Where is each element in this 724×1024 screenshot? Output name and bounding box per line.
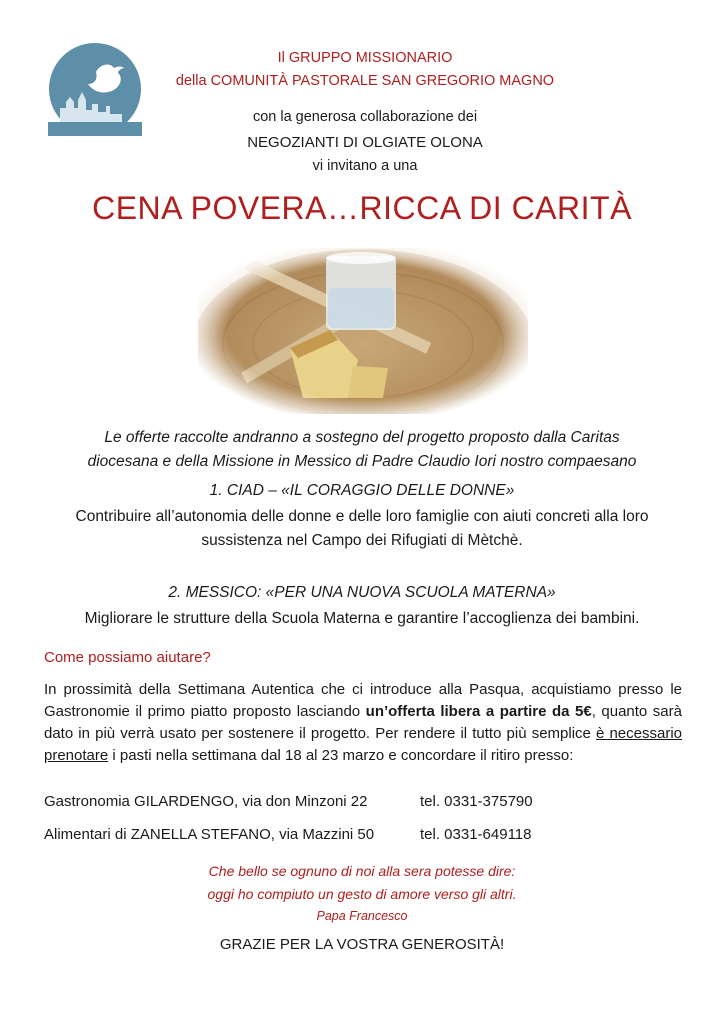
project1-line: sussistenza nel Campo dei Rifugiati di Mètchè. [201,532,523,549]
shop-phone: tel. 0331-375790 [420,793,533,810]
bread-cross-water-photo [198,248,528,414]
help-text-part: i pasti nella settimana dal 18 al 23 marzo e concordare il ritiro presso: [108,747,574,764]
shop-name: Alimentari di ZANELLA STEFANO, via Mazzini 50 [44,826,375,843]
collaboration-line: con la generosa collaborazione dei [252,109,478,125]
project1-text [30,505,694,553]
project1-title: 1. CIAD – «IL CORAGGIO DELLE DONNE» [209,482,515,499]
help-heading: Come possiamo aiutare? [44,649,211,666]
thanks-message: GRAZIE PER LA VOSTRA GENEROSITÀ! [219,936,505,953]
booking-required: è necessario prenotare [44,725,682,764]
quote-line: oggi ho compiuto un gesto di amore verso gli altri. [207,886,517,902]
invite-line: vi invitano a una [312,158,418,174]
help-text-part: , quanto sarà dato in più verrà usato per sostenere il progetto. Per rendere il tutto più semplice [44,703,682,742]
project2-title: 2. MESSICO: «PER UNA NUOVA SCUOLA MATERNA» [168,584,556,601]
intro-line: Le offerte raccolte andranno a sostegno del progetto proposto dalla Caritas [104,429,620,446]
project1-line: Contribuire all’autonomia delle donne e delle loro famiglie con aiuti concreti alla loro [75,508,649,525]
project2-text: Migliorare le strutture della Scuola Materna e garantire l’accoglienza dei bambini. [84,610,640,627]
community-logo [48,42,142,136]
event-title: CENA POVERA…RICCA DI CARITÀ [92,190,632,226]
intro-line: diocesana e della Missione in Messico di Padre Claudio Iori nostro compaesano [87,453,637,470]
shop-phone: tel. 0331-649118 [420,826,532,843]
help-text-part: In prossimità della Settimana Autentica che ci introduce alla Pasqua, acquistiamo presso le Gastronomie il primo piatto proposto lasciando [44,681,682,720]
help-text [44,679,682,767]
community-name: della COMUNITÀ PASTORALE SAN GREGORIO MAGNO [175,73,555,89]
quote-line: Che bello se ognuno di noi alla sera potesse dire: [208,863,516,879]
offer-highlight: un’offerta libera a partire da 5€ [365,703,592,720]
group-name: Il GRUPPO MISSIONARIO [277,50,453,66]
shop-name: Gastronomia GILARDENGO, via don Minzoni 22 [44,793,368,810]
quote-author: Papa Francesco [316,909,408,923]
intro-text [30,426,694,474]
shops-name: NEGOZIANTI DI OLGIATE OLONA [247,134,483,151]
